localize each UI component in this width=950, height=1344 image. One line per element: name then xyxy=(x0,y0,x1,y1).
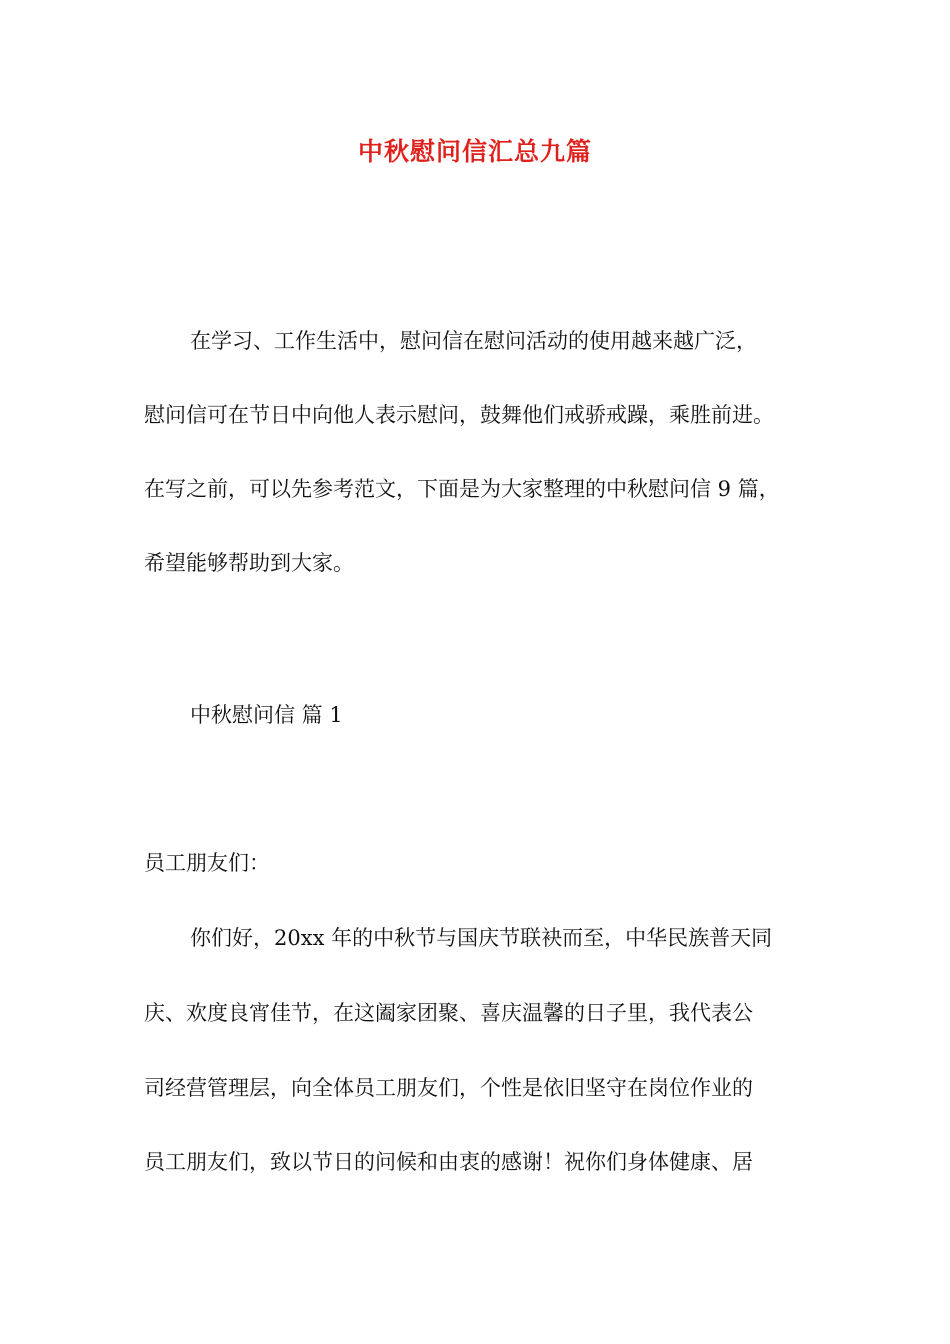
section-heading: 中秋慰问信 篇 1 xyxy=(190,703,343,727)
intro-line-1: 在学习、工作生活中，慰问信在慰问活动的使用越来越广泛， xyxy=(190,329,757,353)
intro-line-4: 希望能够帮助到大家。 xyxy=(144,551,354,575)
intro-line-2: 慰问信可在节日中向他人表示慰问，鼓舞他们戒骄戒躁，乘胜前进。 xyxy=(144,403,774,427)
intro-line-3: 在写之前，可以先参考范文，下面是为大家整理的中秋慰问信 9 篇， xyxy=(144,477,780,501)
salutation: 员工朋友们： xyxy=(144,851,270,875)
body-line-1: 你们好，20xx 年的中秋节与国庆节联袂而至，中华民族普天同 xyxy=(190,926,773,950)
document-title: 中秋慰问信汇总九篇 xyxy=(357,137,592,166)
body-line-2: 庆、欢度良宵佳节，在这阖家团聚、喜庆温馨的日子里，我代表公 xyxy=(144,1001,753,1025)
body-line-3: 司经营管理层，向全体员工朋友们，个性是依旧坚守在岗位作业的 xyxy=(144,1076,753,1100)
body-line-4: 员工朋友们，致以节日的问候和由衷的感谢！祝你们身体健康、居 xyxy=(144,1150,753,1174)
